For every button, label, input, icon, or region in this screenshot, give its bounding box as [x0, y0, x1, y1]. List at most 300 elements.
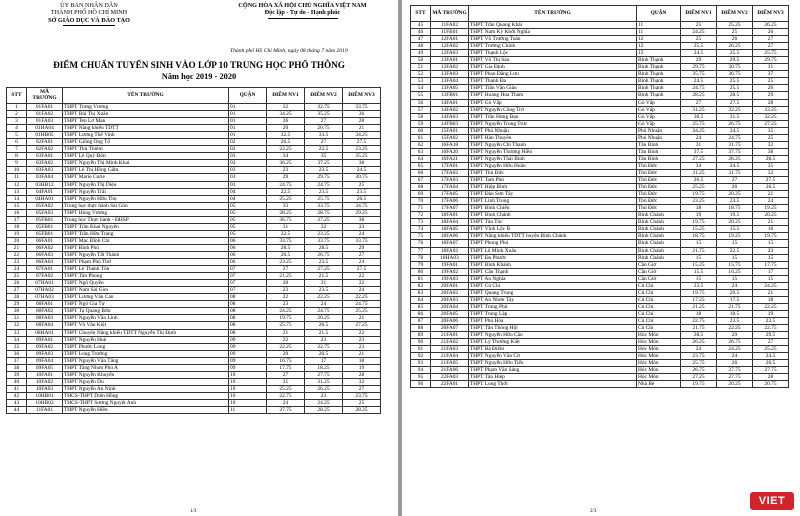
- document-date: Thành phố Hồ Chí Minh, ngày 08 tháng 7 năm 2019: [230, 48, 348, 54]
- cell-quan: Bình Chánh: [637, 219, 681, 226]
- cell-stt: 60: [411, 127, 431, 134]
- cell-ma: 09FA02: [27, 343, 63, 350]
- cell-nv1: 26.25: [681, 339, 717, 346]
- scores-table-page-2: [410, 5, 789, 388]
- cell-nv3: 21: [753, 289, 789, 296]
- header-left: [14, 2, 164, 26]
- cell-ten: THPT Trung Lập: [469, 310, 637, 317]
- cell-nv3: 19: [343, 364, 381, 371]
- table-row: [411, 198, 789, 205]
- cell-nv1: 19.75: [681, 381, 717, 388]
- cell-ma: 06FA04: [27, 259, 63, 266]
- cell-nv1: 28.5: [267, 244, 305, 251]
- cell-nv1: 30: [267, 280, 305, 287]
- cell-stt: 19: [7, 230, 27, 237]
- cell-ma: 17FA02: [431, 169, 469, 176]
- cell-nv3: 21: [753, 219, 789, 226]
- cell-nv1: 31: [681, 141, 717, 148]
- cell-nv3: 27.25: [343, 322, 381, 329]
- cell-ten: THPT Bình Chiểu: [469, 205, 637, 212]
- cell-stt: 32: [7, 322, 27, 329]
- table-row: [411, 367, 789, 374]
- cell-ma: 08FA03: [27, 315, 63, 322]
- cell-nv2: 15.75: [717, 261, 753, 268]
- cell-stt: 39: [7, 371, 27, 378]
- table-row: [7, 174, 381, 181]
- cell-quan: Hóc Môn: [637, 346, 681, 353]
- cell-nv2: 30.75: [717, 64, 753, 71]
- cell-ten: THPT Bình Khánh: [469, 261, 637, 268]
- cell-stt: 16: [7, 209, 27, 216]
- cell-ma: 17FA04: [431, 184, 469, 191]
- cell-ten: THPT Hàn Thuyên: [469, 134, 637, 141]
- cell-stt: 28: [7, 294, 27, 301]
- cell-nv3: 24.5: [343, 167, 381, 174]
- cell-quan: Tân Bình: [637, 155, 681, 162]
- cell-quan: 01: [229, 118, 267, 125]
- cell-ma: 14FA01: [431, 99, 469, 106]
- cell-ma: 16FA20: [431, 148, 469, 155]
- table-row: [7, 202, 381, 209]
- cell-stt: 81: [411, 275, 431, 282]
- cell-nv3: 24.75: [343, 301, 381, 308]
- cell-ma: 09FA03: [27, 350, 63, 357]
- cell-ma: 20FA06: [431, 317, 469, 324]
- table-row: [411, 233, 789, 240]
- cell-ma: 05FB01: [27, 230, 63, 237]
- cell-quan: Gò Vấp: [637, 106, 681, 113]
- cell-stt: 8: [7, 153, 27, 160]
- cell-nv1: 27: [267, 266, 305, 273]
- cell-nv2: 15: [717, 254, 753, 261]
- cell-nv1: 22.25: [267, 343, 305, 350]
- table-row: [411, 332, 789, 339]
- cell-nv1: 24: [267, 399, 305, 406]
- cell-nv1: 15.25: [681, 226, 717, 233]
- cell-nv1: 27: [267, 371, 305, 378]
- cell-quan: 05: [229, 230, 267, 237]
- cell-quan: Bình Thạnh: [637, 85, 681, 92]
- document-title: ĐIỂM CHUẨN TUYỂN SINH VÀO LỚP 10 TRUNG HỌC PHỔ THÔNG: [53, 60, 345, 70]
- cell-nv2: 27: [717, 177, 753, 184]
- cell-nv1: 29: [267, 174, 305, 181]
- col-header-ten: TÊN TRƯỜNG: [469, 6, 637, 22]
- table-row: [7, 251, 381, 258]
- cell-stt: 10: [7, 167, 27, 174]
- cell-ten: THPT Võ Văn Kiệt: [63, 322, 229, 329]
- cell-nv1: 28.25: [267, 209, 305, 216]
- cell-ma: 17FA06: [431, 198, 469, 205]
- cell-ma: 14FA03: [431, 113, 469, 120]
- cell-nv2: 25.75: [305, 195, 343, 202]
- cell-stt: 17: [7, 216, 27, 223]
- cell-nv2: 27.25: [305, 266, 343, 273]
- cell-quan: 09: [229, 357, 267, 364]
- cell-nv2: 23.5: [717, 198, 753, 205]
- cell-ma: 03FA01: [27, 153, 63, 160]
- cell-nv3: 38: [753, 148, 789, 155]
- table-row: [411, 50, 789, 57]
- cell-ten: THPT Nguyễn Hiền: [63, 407, 229, 414]
- brand-logo-text: VIET: [758, 495, 786, 507]
- header-right: [210, 2, 395, 19]
- cell-quan: Bình Chánh: [637, 254, 681, 261]
- cell-nv1: 21.75: [681, 325, 717, 332]
- cell-nv3: 22.25: [343, 294, 381, 301]
- cell-nv2: 24.75: [717, 134, 753, 141]
- cell-quan: Bình Chánh: [637, 226, 681, 233]
- cell-stt: 67: [411, 177, 431, 184]
- cell-ten: THPT Nguyễn Hữu Huân: [469, 162, 637, 169]
- table-row: [411, 148, 789, 155]
- cell-nv1: 24.75: [267, 181, 305, 188]
- cell-quan: 10: [229, 385, 267, 392]
- cell-ten: THPT Phú Hòa: [469, 317, 637, 324]
- cell-quan: 07: [229, 273, 267, 280]
- cell-nv2: 22.5: [305, 146, 343, 153]
- cell-ten: THPT Phước Long: [63, 343, 229, 350]
- cell-nv2: 22.25: [717, 325, 753, 332]
- cell-nv2: 31.5: [717, 113, 753, 120]
- cell-ten: THPT An Nghĩa: [469, 275, 637, 282]
- cell-stt: 23: [7, 259, 27, 266]
- cell-nv1: 21.25: [681, 303, 717, 310]
- cell-ma: 17FA07: [431, 205, 469, 212]
- cell-quan: 06: [229, 251, 267, 258]
- cell-quan: 05: [229, 223, 267, 230]
- document-subtitle: Năm học 2019 - 2020: [161, 72, 237, 81]
- cell-nv2: 23.5: [305, 188, 343, 195]
- cell-nv2: 21.75: [717, 303, 753, 310]
- cell-ten: THPT Nguyễn Du: [63, 378, 229, 385]
- cell-nv2: 25.25: [717, 22, 753, 29]
- cell-nv2: 25.5: [717, 85, 753, 92]
- cell-nv3: 27: [753, 36, 789, 43]
- cell-ten: THPT Nguyễn An Ninh: [63, 385, 229, 392]
- cell-stt: 49: [411, 50, 431, 57]
- cell-stt: 31: [7, 315, 27, 322]
- cell-nv2: 15: [717, 240, 753, 247]
- cell-nv3: 21: [343, 350, 381, 357]
- cell-nv3: 27: [753, 43, 789, 50]
- table-row: [7, 132, 381, 139]
- cell-nv3: 28.25: [343, 407, 381, 414]
- cell-ten: THPT Trần Hưng Đạo: [469, 113, 637, 120]
- cell-nv3: 26: [753, 85, 789, 92]
- cell-ma: 15FA01: [431, 127, 469, 134]
- cell-ten: THPT Gò Vấp: [469, 99, 637, 106]
- cell-ma: 05FA03: [27, 209, 63, 216]
- cell-nv3: 26.5: [343, 195, 381, 202]
- cell-nv1: 27.25: [681, 155, 717, 162]
- cell-nv3: 23.5: [753, 317, 789, 324]
- cell-nv1: 28.25: [681, 92, 717, 99]
- cell-nv1: 33: [267, 202, 305, 209]
- cell-ten: THPT Long Trường: [63, 350, 229, 357]
- cell-nv1: 15: [681, 240, 717, 247]
- cell-quan: 05: [229, 202, 267, 209]
- cell-nv3: 24.25: [753, 282, 789, 289]
- cell-quan: 04: [229, 195, 267, 202]
- cell-ma: 01FA03: [27, 118, 63, 125]
- cell-nv1: 15.25: [681, 261, 717, 268]
- cell-nv2: 27: [305, 139, 343, 146]
- cell-nv3: 22: [343, 273, 381, 280]
- cell-nv1: 25: [681, 36, 717, 43]
- cell-quan: 02: [229, 146, 267, 153]
- cell-quan: Củ Chi: [637, 310, 681, 317]
- cell-quan: Bình Thạnh: [637, 57, 681, 64]
- cell-quan: Thủ Đức: [637, 177, 681, 184]
- cell-nv1: 22: [267, 294, 305, 301]
- cell-nv1: 26: [267, 118, 305, 125]
- cell-ma: 18FA02: [431, 247, 469, 254]
- cell-quan: 11: [229, 407, 267, 414]
- cell-ten: THPT Phan Đăng Lưu: [469, 71, 637, 78]
- cell-quan: Hóc Môn: [637, 339, 681, 346]
- cell-stt: 52: [411, 71, 431, 78]
- cell-nv3: 33.25: [753, 106, 789, 113]
- cell-nv2: 32: [305, 223, 343, 230]
- cell-nv1: 24.25: [267, 308, 305, 315]
- table-row: [7, 188, 381, 195]
- cell-quan: Nhà Bè: [637, 381, 681, 388]
- cell-ma: 14FA02: [431, 106, 469, 113]
- cell-ten: THPT Tân Thông Hội: [469, 325, 637, 332]
- table-row: [411, 261, 789, 268]
- cell-quan: Thủ Đức: [637, 191, 681, 198]
- table-row: [411, 240, 789, 247]
- cell-ten: THPT Thủ Thiêm: [63, 146, 229, 153]
- cell-nv1: 18.75: [681, 233, 717, 240]
- cell-stt: 63: [411, 148, 431, 155]
- cell-ma: 07HA02: [27, 287, 63, 294]
- cell-nv3: 27.5: [343, 266, 381, 273]
- cell-stt: 75: [411, 233, 431, 240]
- cell-nv2: 26: [717, 360, 753, 367]
- cell-stt: 56: [411, 99, 431, 106]
- cell-stt: 59: [411, 120, 431, 127]
- cell-nv2: 18.75: [717, 205, 753, 212]
- cell-nv1: 21.75: [681, 247, 717, 254]
- cell-ma: 03FA02: [27, 160, 63, 167]
- cell-ten: THPT Linh Trung: [469, 198, 637, 205]
- cell-quan: Cần Giờ: [637, 268, 681, 275]
- cell-quan: 03: [229, 174, 267, 181]
- cell-nv3: 20.25: [753, 212, 789, 219]
- cell-nv1: 25.25: [267, 195, 305, 202]
- cell-nv2: 37.25: [305, 216, 343, 223]
- cell-stt: 20: [7, 237, 27, 244]
- cell-quan: Gò Vấp: [637, 120, 681, 127]
- cell-nv2: 17.5: [717, 296, 753, 303]
- cell-quan: 11: [637, 29, 681, 36]
- cell-ten: THPT Chuyên Năng khiếu TDTT Nguyễn Thị Định: [63, 329, 229, 336]
- page-number-1: 1/3: [190, 509, 197, 514]
- cell-stt: 83: [411, 289, 431, 296]
- cell-quan: 09: [229, 364, 267, 371]
- cell-quan: 08: [229, 294, 267, 301]
- cell-ma: 05FB01: [27, 216, 63, 223]
- cell-nv2: 26.25: [305, 385, 343, 392]
- cell-nv2: 17: [305, 357, 343, 364]
- cell-nv3: 19.25: [753, 205, 789, 212]
- table-body-page-1: [7, 104, 381, 414]
- table-row: [411, 219, 789, 226]
- cell-ma: 20FA01: [431, 282, 469, 289]
- cell-nv1: 16.75: [267, 357, 305, 364]
- table-row: [411, 92, 789, 99]
- cell-nv2: 24: [717, 282, 753, 289]
- cell-nv1: 24.75: [681, 85, 717, 92]
- table-row: [411, 64, 789, 71]
- table-row: [7, 273, 381, 280]
- cell-ten: THPT Tân Phong: [63, 273, 229, 280]
- cell-nv2: 23.25: [305, 230, 343, 237]
- table-row: [411, 71, 789, 78]
- cell-ma: 13FB01: [431, 92, 469, 99]
- cell-quan: 03: [229, 167, 267, 174]
- cell-stt: 78: [411, 254, 431, 261]
- table-row: [411, 99, 789, 106]
- cell-ma: 17FA01: [431, 162, 469, 169]
- cell-ma: 20FA04: [431, 303, 469, 310]
- cell-stt: 77: [411, 247, 431, 254]
- cell-ten: THPT Vĩnh Lộc B: [469, 226, 637, 233]
- cell-nv2: 15: [717, 275, 753, 282]
- cell-stt: 92: [411, 353, 431, 360]
- cell-ten: THPT Trần Quang Khải: [469, 22, 637, 29]
- table-row: [7, 378, 381, 385]
- cell-nv3: 33.75: [343, 237, 381, 244]
- cell-quan: Hóc Môn: [637, 353, 681, 360]
- cell-stt: 80: [411, 268, 431, 275]
- cell-ma: 04FA01: [27, 188, 63, 195]
- cell-nv1: 17.25: [681, 296, 717, 303]
- table-row: [411, 310, 789, 317]
- scores-table-page-1: [6, 87, 381, 414]
- cell-ten: THPT Giồng Ông Tố: [63, 139, 229, 146]
- table-row: [7, 371, 381, 378]
- cell-stt: 58: [411, 113, 431, 120]
- cell-nv2: 31: [305, 280, 343, 287]
- cell-ma: 06FA03: [27, 251, 63, 258]
- cell-ten: THPT Trưng Vương: [63, 104, 229, 111]
- cell-nv2: 28.25: [305, 407, 343, 414]
- cell-nv2: 23.5: [305, 259, 343, 266]
- table-row: [411, 317, 789, 324]
- cell-nv3: 25: [343, 399, 381, 406]
- cell-nv2: 23: [305, 392, 343, 399]
- cell-quan: Bình Thạnh: [637, 64, 681, 71]
- cell-ten: THPT Trường Chinh: [469, 43, 637, 50]
- cell-ma: 21FA06: [431, 367, 469, 374]
- cell-nv2: 25.5: [717, 78, 753, 85]
- cell-stt: 82: [411, 282, 431, 289]
- cell-nv1: 19.75: [681, 289, 717, 296]
- table-row: [411, 141, 789, 148]
- cell-ma: 18FA01: [431, 212, 469, 219]
- cell-stt: 76: [411, 240, 431, 247]
- cell-quan: 06: [229, 237, 267, 244]
- cell-stt: 24: [7, 266, 27, 273]
- cell-nv3: 21: [343, 315, 381, 322]
- table-row: [411, 113, 789, 120]
- cell-nv1: 26.75: [681, 367, 717, 374]
- cell-nv3: 32: [753, 141, 789, 148]
- cell-nv2: 22.25: [305, 294, 343, 301]
- table-row: [411, 36, 789, 43]
- underline: [63, 25, 115, 26]
- table-row: [7, 392, 381, 399]
- cell-ten: THPT Tân Túc: [469, 219, 637, 226]
- cell-nv3: 16: [753, 226, 789, 233]
- cell-stt: 53: [411, 78, 431, 85]
- cell-ma: 01HA04: [27, 125, 63, 132]
- cell-nv2: 35: [305, 153, 343, 160]
- cell-nv2: 29.75: [305, 174, 343, 181]
- cell-quan: 08: [229, 315, 267, 322]
- cell-ten: THPT Võ Thị Sáu: [469, 57, 637, 64]
- col-header-nv1: ĐIỂM NV1: [267, 88, 305, 104]
- cell-stt: 88: [411, 325, 431, 332]
- cell-ten: THPT Bình Phú: [63, 244, 229, 251]
- cell-nv2: 24: [305, 301, 343, 308]
- table-row: [7, 153, 381, 160]
- cell-quan: Củ Chi: [637, 317, 681, 324]
- cell-ten: THPT Nguyễn Hữu Tiến: [469, 360, 637, 367]
- cell-nv2: 27.5: [717, 99, 753, 106]
- table-row: [411, 78, 789, 85]
- cell-ten: THPT Nguyễn Văn Tăng: [63, 357, 229, 364]
- cell-nv2: 23.5: [305, 287, 343, 294]
- cell-ten: THPT Phong Phú: [469, 240, 637, 247]
- cell-quan: 10: [229, 371, 267, 378]
- cell-ten: THPT Năng khiếu TDTT: [63, 125, 229, 132]
- cell-stt: 69: [411, 191, 431, 198]
- cell-ma: 09FA05: [27, 364, 63, 371]
- cell-nv2: 20.25: [717, 191, 753, 198]
- cell-nv2: 27: [305, 118, 343, 125]
- cell-stt: 87: [411, 317, 431, 324]
- cell-ma: 21FA02: [431, 339, 469, 346]
- cell-nv1: 31.25: [681, 106, 717, 113]
- cell-nv1: 36.75: [267, 216, 305, 223]
- cell-stt: 89: [411, 332, 431, 339]
- cell-nv2: 23.5: [717, 317, 753, 324]
- table-row: [7, 357, 381, 364]
- cell-ma: 13FA02: [431, 64, 469, 71]
- cell-stt: 27: [7, 287, 27, 294]
- cell-nv3: 25.25: [753, 346, 789, 353]
- cell-ten: THPT Lương Thế Vinh: [63, 132, 229, 139]
- cell-ten: THPT An Nhơn Tây: [469, 296, 637, 303]
- cell-nv3: 34.75: [343, 202, 381, 209]
- cell-nv2: 20.5: [305, 350, 343, 357]
- cell-nv3: 25: [343, 181, 381, 188]
- col-header-nv3: ĐIỂM NV3: [343, 88, 381, 104]
- col-header-quan: QUẬN: [229, 88, 267, 104]
- cell-quan: Hóc Môn: [637, 360, 681, 367]
- table-row: [7, 216, 381, 223]
- cell-stt: 48: [411, 43, 431, 50]
- cell-quan: Tân Bình: [637, 148, 681, 155]
- cell-ten: THPT Ngô Gia Tự: [63, 301, 229, 308]
- cell-stt: 55: [411, 92, 431, 99]
- cell-nv1: 34.25: [681, 127, 717, 134]
- cell-nv3: 21: [343, 125, 381, 132]
- cell-nv2: 20.25: [305, 315, 343, 322]
